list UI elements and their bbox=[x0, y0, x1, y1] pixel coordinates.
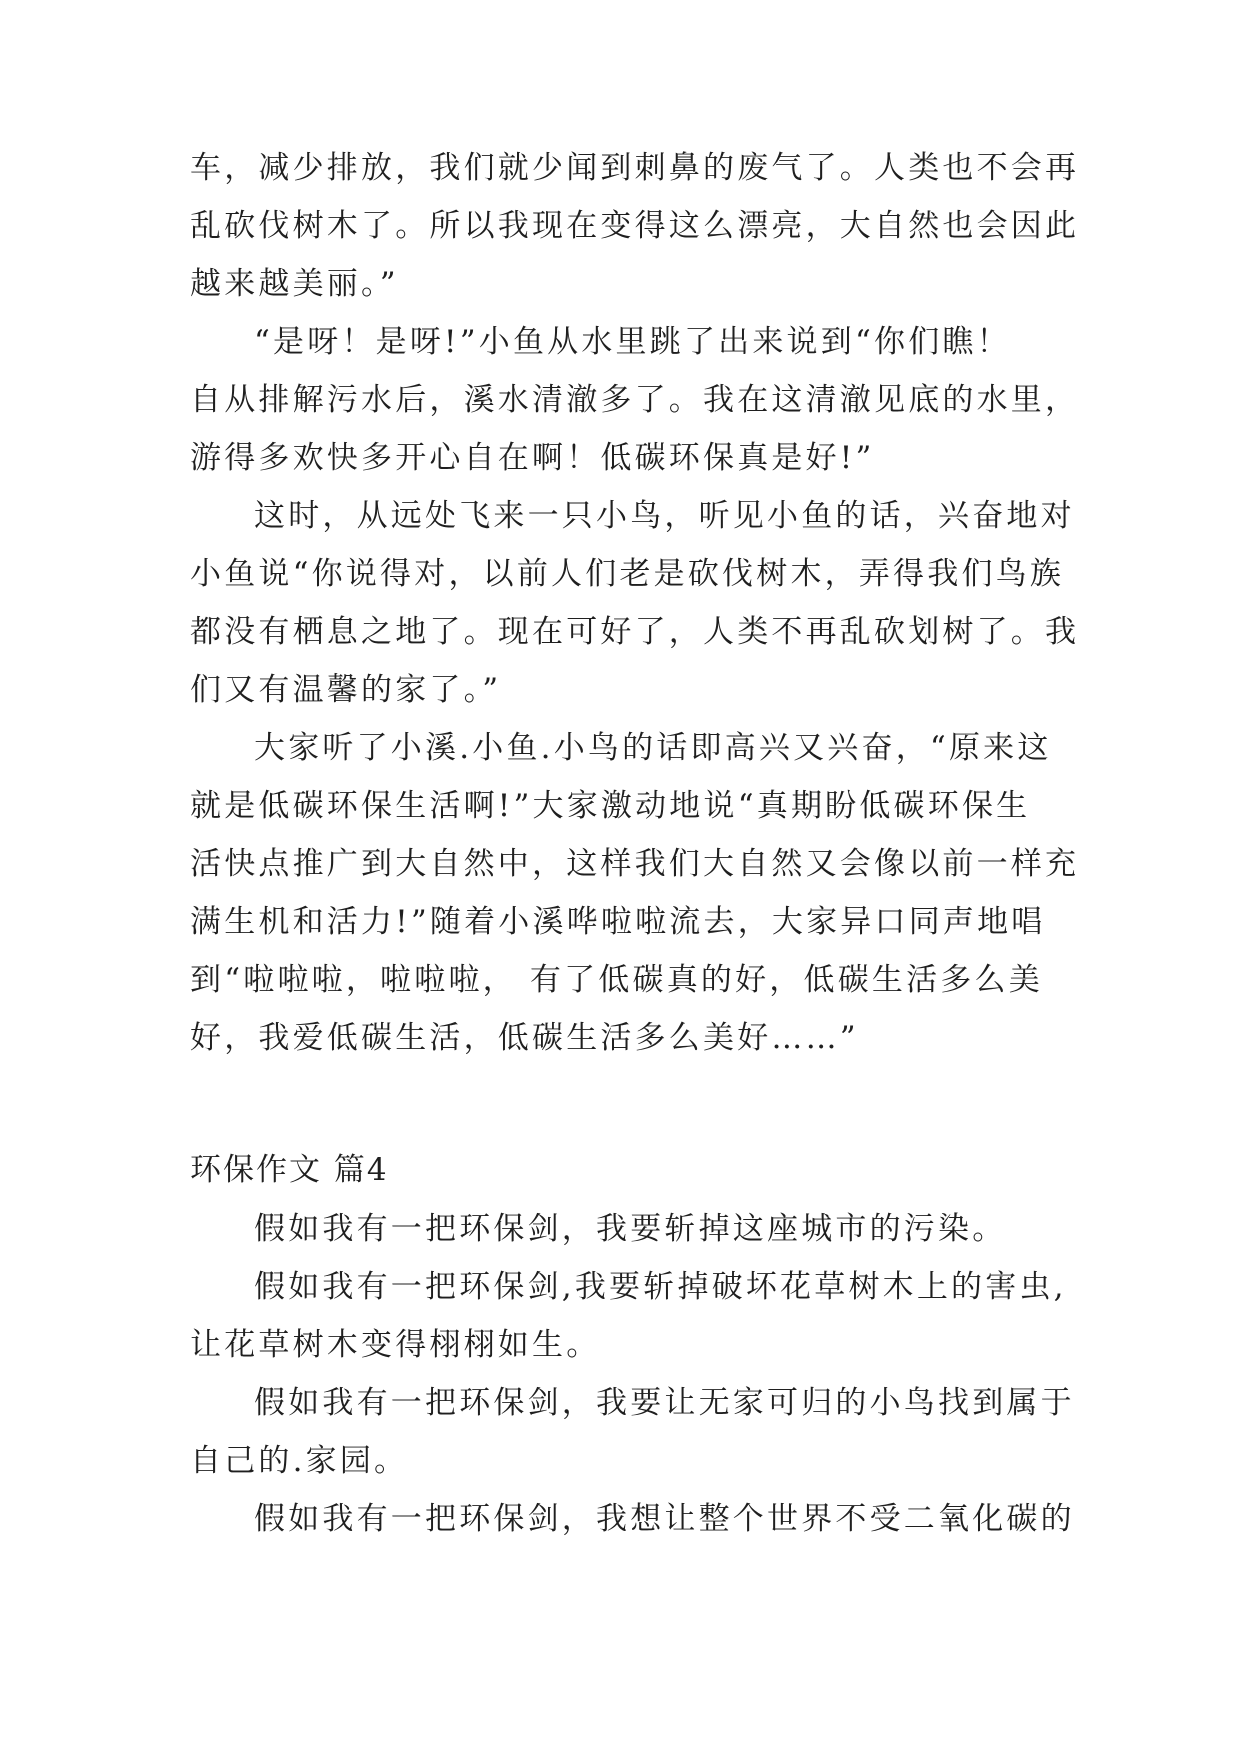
text-line: 这时，从远处飞来一只小鸟，听见小鱼的话，兴奋地对 bbox=[254, 498, 1075, 534]
text-line: “是呀！是呀!”小鱼从水里跳了出来说到“你们瞧！ bbox=[254, 324, 1011, 360]
text-line: 到“啦啦啦，啦啦啦， 有了低碳真的好，低碳生活多么美 bbox=[190, 962, 1043, 998]
text-line: 车，减少排放，我们就少闻到刺鼻的废气了。人类也不会再 bbox=[190, 150, 1080, 186]
text-line: 假如我有一把环保剑，我要让无家可归的小鸟找到属于 bbox=[254, 1385, 1075, 1421]
text-line: 自己的.家园。 bbox=[190, 1443, 409, 1479]
text-line: 乱砍伐树木了。所以我现在变得这么漂亮，大自然也会因此 bbox=[190, 208, 1080, 244]
text-line: 就是低碳环保生活啊!”大家激动地说“真期盼低碳环保生 bbox=[190, 788, 1031, 824]
text-line: 假如我有一把环保剑，我想让整个世界不受二氧化碳的 bbox=[254, 1501, 1075, 1537]
text-line: 们又有温馨的家了。” bbox=[190, 672, 502, 708]
text-line: 越来越美丽。” bbox=[190, 266, 399, 302]
text-line: 大家听了小溪.小鱼.小鸟的话即高兴又兴奋，“原来这 bbox=[254, 730, 1052, 766]
section-heading: 环保作文 篇4 bbox=[190, 1152, 389, 1188]
text-line: 活快点推广到大自然中，这样我们大自然又会像以前一样充 bbox=[190, 846, 1080, 882]
text-line: 小鱼说“你说得对，以前人们老是砍伐树木，弄得我们鸟族 bbox=[190, 556, 1065, 592]
text-line: 自从排解污水后，溪水清澈多了。我在这清澈见底的水里， bbox=[190, 382, 1080, 418]
text-line: 让花草树木变得栩栩如生。 bbox=[190, 1327, 601, 1363]
text-line: 都没有栖息之地了。现在可好了，人类不再乱砍划树了。我 bbox=[190, 614, 1080, 650]
text-line: 假如我有一把环保剑,我要斩掉破坏花草树木上的害虫, bbox=[254, 1269, 1067, 1305]
text-line: 游得多欢快多开心自在啊！低碳环保真是好!” bbox=[190, 440, 875, 476]
text-line: 好，我爱低碳生活，低碳生活多么美好……” bbox=[190, 1020, 859, 1056]
text-line: 满生机和活力!”随着小溪哗啦啦流去，大家异口同声地唱 bbox=[190, 904, 1046, 940]
text-line: 假如我有一把环保剑，我要斩掉这座城市的污染。 bbox=[254, 1211, 1007, 1247]
